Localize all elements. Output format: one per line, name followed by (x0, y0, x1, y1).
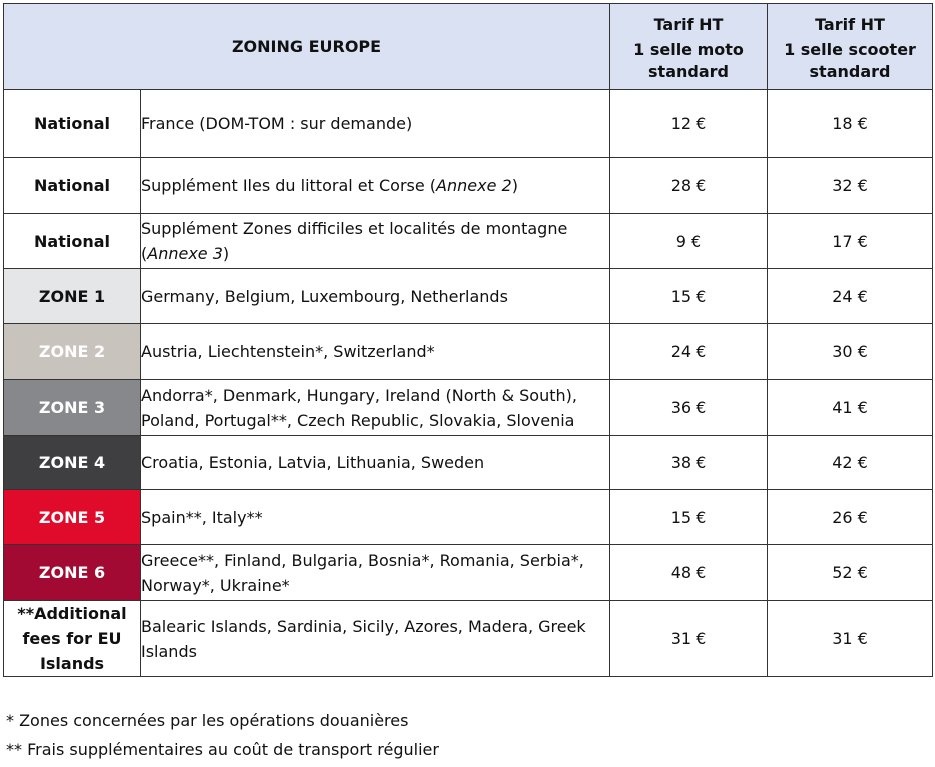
moto-price: 28 € (610, 158, 768, 214)
zone-label-line: fees for EU (22, 629, 122, 648)
scooter-price: 24 € (768, 269, 933, 324)
zone-row (4, 545, 933, 601)
zone-countries (141, 90, 610, 158)
zone-label-line: ZONE 6 (38, 563, 106, 582)
zone-label (4, 545, 141, 601)
zone-countries (141, 490, 610, 545)
zone-row (4, 490, 933, 545)
zone-label-line: ZONE 3 (38, 398, 106, 417)
zone-label-line: National (34, 114, 110, 133)
scooter-price: 42 € (768, 436, 933, 490)
zone-countries (141, 324, 610, 380)
zone-label-line: **Additional (17, 604, 127, 623)
zone-label (4, 269, 141, 324)
moto-price: 15 € (610, 269, 768, 324)
annex-reference: Annexe 2 (436, 176, 512, 195)
zone-label-line: National (34, 176, 110, 195)
zone-row (4, 324, 933, 380)
zone-row (4, 269, 933, 324)
countries-text: France (DOM-TOM : sur demande) (141, 114, 413, 133)
countries-text: Supplément Zones difficiles et localités de montagne ( (141, 219, 568, 263)
zone-label-line: ZONE 4 (38, 453, 106, 472)
moto-price: 38 € (610, 436, 768, 490)
zone-label-line: ZONE 2 (38, 342, 106, 361)
moto-price: 48 € (610, 545, 768, 601)
countries-text: Supplément Iles du littoral et Corse ( (141, 176, 437, 195)
moto-header-line2: 1 selle moto (633, 39, 744, 59)
moto-price: 24 € (610, 324, 768, 380)
zone-label (4, 158, 141, 214)
moto-price: 36 € (610, 380, 768, 436)
zone-countries (141, 380, 610, 436)
countries-text: Spain**, Italy** (141, 507, 263, 527)
zoning-header: ZONING EUROPE (4, 4, 610, 90)
zone-countries (141, 214, 610, 269)
footnote-customs: * Zones concernées par les opérations douanières (6, 711, 409, 730)
zone-countries (141, 158, 610, 214)
moto-price-header (610, 4, 768, 90)
countries-text: Germany, Belgium, Luxembourg, Netherlands (141, 286, 508, 306)
zone-label (4, 601, 141, 677)
zones-body (4, 90, 933, 677)
moto-price: 15 € (610, 490, 768, 545)
moto-header-line1: Tarif HT (653, 14, 724, 34)
scooter-price: 18 € (768, 90, 933, 158)
scooter-header-line1: Tarif HT (815, 14, 885, 34)
zone-label-line: ZONE 5 (38, 507, 106, 527)
scooter-price: 32 € (768, 158, 933, 214)
zone-label (4, 214, 141, 269)
zone-label (4, 90, 141, 158)
zone-label-line: ZONE 1 (38, 286, 106, 306)
zone-row (4, 90, 933, 158)
zone-row (4, 436, 933, 490)
scooter-header-line2: 1 selle scooter (784, 39, 916, 59)
moto-price: 9 € (610, 214, 768, 269)
zone-label-line: Islands (39, 654, 105, 673)
zone-countries (141, 545, 610, 601)
scooter-price: 41 € (768, 380, 933, 436)
zone-countries (141, 269, 610, 324)
zone-countries (141, 436, 610, 490)
moto-price: 12 € (610, 90, 768, 158)
zone-label-line: National (34, 231, 110, 251)
countries-text-closing: ) (222, 244, 230, 263)
countries-text: Austria, Liechtenstein*, Switzerland* (141, 342, 435, 361)
countries-text: Balearic Islands, Sardinia, Sicily, Azores, Madera, Greek Islands (141, 616, 586, 661)
zone-label (4, 380, 141, 436)
scooter-price: 31 € (768, 601, 933, 677)
zone-row (4, 214, 933, 269)
zone-row (4, 158, 933, 214)
scooter-price: 52 € (768, 545, 933, 601)
countries-text: Greece**, Finland, Bulgaria, Bosnia*, Romania, Serbia*, Norway*, Ukraine* (141, 550, 584, 595)
scooter-price-header (768, 4, 933, 90)
moto-price: 31 € (610, 601, 768, 677)
scooter-price: 17 € (768, 214, 933, 269)
zoning-table (3, 3, 933, 677)
moto-header-line3: standard (648, 61, 729, 81)
scooter-header-line3: standard (809, 61, 891, 81)
scooter-price: 26 € (768, 490, 933, 545)
zone-row (4, 380, 933, 436)
footnote-extra-fees: ** Frais supplémentaires au coût de transport régulier (6, 740, 439, 759)
countries-text-closing: ) (511, 176, 518, 195)
zone-label (4, 324, 141, 380)
countries-text: Andorra*, Denmark, Hungary, Ireland (North & South), Poland, Portugal**, Czech Republic, Slovakia, Slovenia (141, 385, 577, 430)
zone-label (4, 490, 141, 545)
countries-text: Croatia, Estonia, Latvia, Lithuania, Sweden (141, 453, 485, 472)
zone-countries (141, 601, 610, 677)
header-row (4, 4, 933, 90)
scooter-price: 30 € (768, 324, 933, 380)
zone-label (4, 436, 141, 490)
zone-row (4, 601, 933, 677)
annex-reference: Annexe 3 (147, 244, 223, 263)
